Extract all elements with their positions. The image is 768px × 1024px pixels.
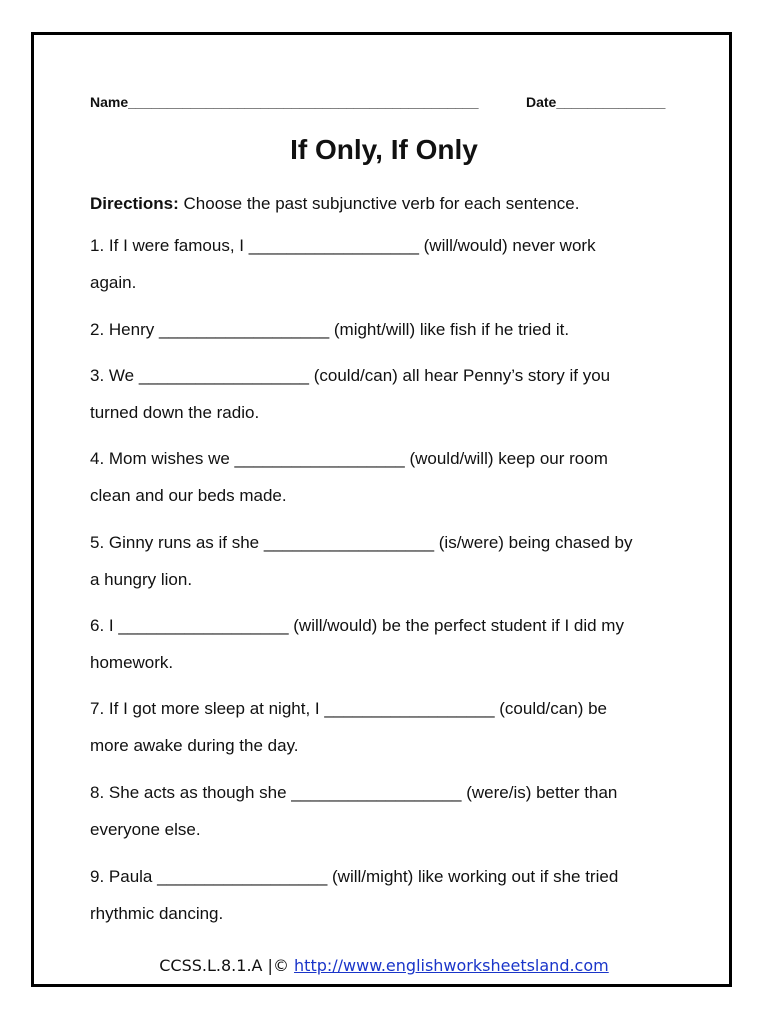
question-7[interactable] — [90, 690, 690, 764]
question-line: turned down the radio. — [90, 403, 260, 422]
date-field[interactable]: Date______________ — [526, 94, 666, 110]
question-6[interactable] — [90, 607, 690, 681]
question-8[interactable] — [90, 774, 690, 848]
question-3[interactable] — [90, 357, 690, 431]
question-line: homework. — [90, 653, 174, 672]
question-9[interactable] — [90, 858, 690, 932]
worksheet-title: If Only, If Only — [290, 134, 478, 165]
question-line: 6. I __________________ (will/would) be the perfect student if I did my — [90, 616, 624, 635]
question-line: more awake during the day. — [90, 736, 299, 755]
question-line: 7. If I got more sleep at night, I __________________ (could/can) be — [90, 699, 607, 718]
website-link[interactable]: http://www.englishworksheetsland.com — [294, 956, 609, 975]
question-line: clean and our beds made. — [90, 486, 287, 505]
question-line: 1. If I were famous, I __________________ (will/would) never work — [90, 236, 596, 255]
question-line: 9. Paula __________________ (will/might) like working out if she tried — [90, 867, 619, 886]
footer — [0, 956, 768, 975]
question-5[interactable] — [90, 524, 690, 598]
question-line: again. — [90, 273, 137, 292]
question-2[interactable] — [90, 311, 690, 348]
question-line: 4. Mom wishes we __________________ (would/will) keep our room — [90, 449, 608, 468]
question-line: rhythmic dancing. — [90, 904, 224, 923]
question-1[interactable] — [90, 227, 690, 301]
directions-label: Directions: — [90, 194, 179, 213]
directions-text: Choose the past subjunctive verb for each sentence. — [178, 194, 580, 213]
header-fields — [90, 94, 680, 116]
name-field[interactable]: Name_____________________________________________ — [90, 94, 479, 110]
question-line: 8. She acts as though she __________________ (were/is) better than — [90, 783, 618, 802]
question-line: everyone else. — [90, 820, 201, 839]
directions — [90, 194, 579, 214]
question-line: 3. We __________________ (could/can) all hear Penny’s story if you — [90, 366, 611, 385]
question-line: 2. Henry __________________ (might/will) like fish if he tried it. — [90, 320, 570, 339]
question-4[interactable] — [90, 440, 690, 514]
question-line: 5. Ginny runs as if she __________________ (is/were) being chased by — [90, 533, 633, 552]
question-line: a hungry lion. — [90, 570, 193, 589]
standard-code: CCSS.L.8.1.A |© — [159, 956, 295, 975]
